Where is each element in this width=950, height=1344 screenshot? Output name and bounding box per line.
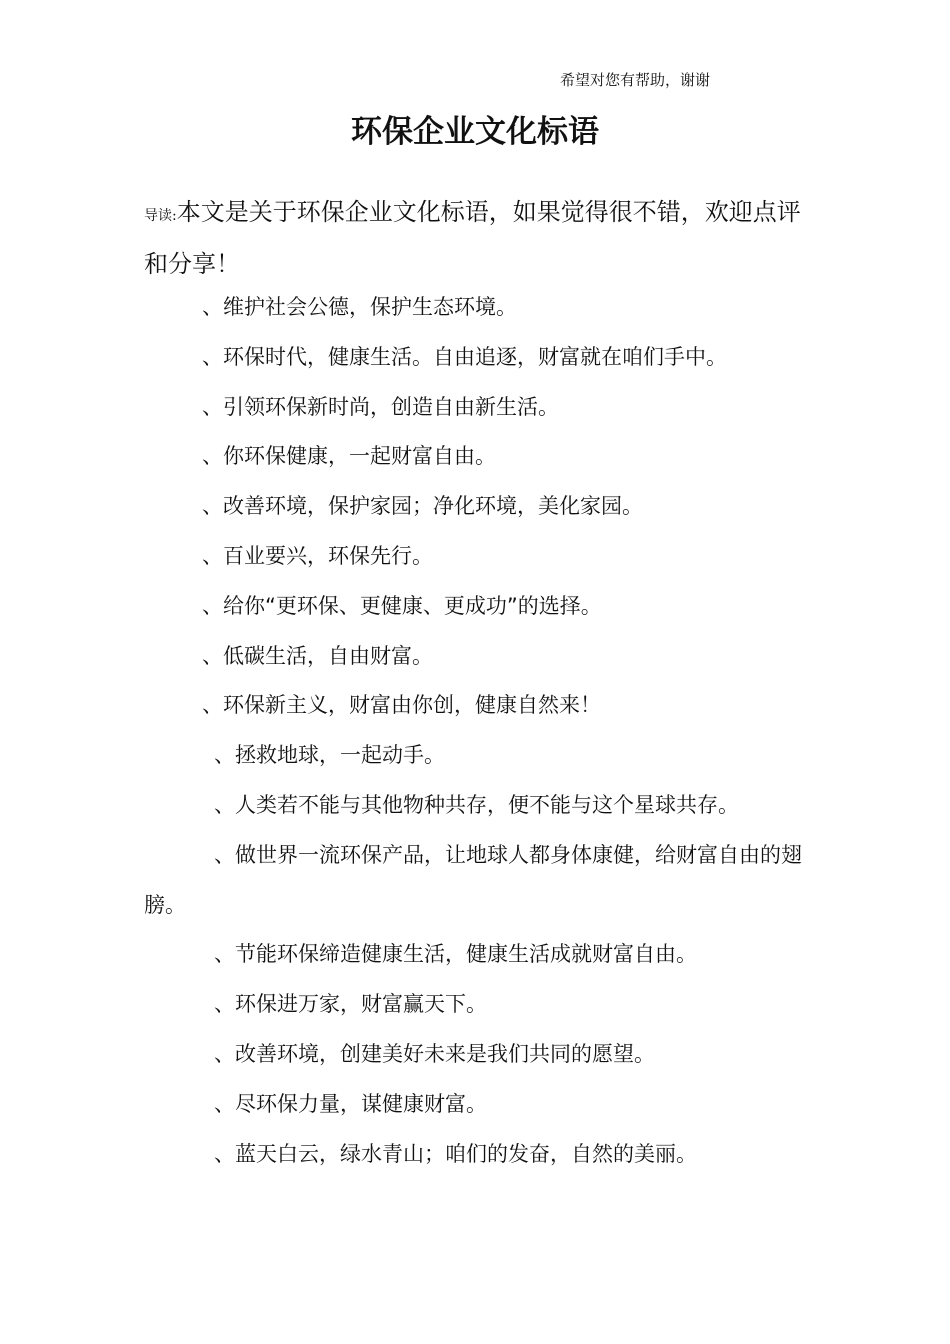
slogan-item: 、改善环境，创建美好未来是我们共同的愿望。 [214,1041,655,1066]
slogan-item: 、百业要兴，环保先行。 [202,543,433,568]
header-note: 希望对您有帮助，谢谢 [560,71,711,89]
slogan-item: 、维护社会公德，保护生态环境。 [202,295,517,319]
slogan-item: 、拯救地球，一起动手。 [214,743,445,768]
slogan-item: 、蓝天白云，绿水青山；咱们的发奋，自然的美丽。 [214,1141,697,1166]
intro-text: 本文是关于环保企业文化标语，如果觉得很不错，欢迎点评和分享！ [144,198,801,278]
slogan-item: 、给你“更环保、更健康、更成功”的选择。 [202,593,602,618]
slogan-item: 、尽环保力量，谋健康财富。 [214,1091,487,1116]
slogan-item: 、环保新主义，财富由你创，健康自然来！ [202,693,601,718]
document-title: 环保企业文化标语 [351,114,599,150]
slogan-item: 、节能环保缔造健康生活，健康生活成就财富自由。 [214,942,697,967]
slogan-item: 、环保进万家，财富赢天下。 [214,992,487,1017]
slogan-item: 、引领环保新时尚，创造自由新生活。 [202,394,559,419]
slogan-item: 、环保时代，健康生活。自由追逐，财富就在咱们手中。 [202,344,727,369]
slogan-item: 、你环保健康，一起财富自由。 [202,444,496,469]
slogan-item: 、人类若不能与其他物种共存，便不能与这个星球共存。 [214,792,739,817]
slogan-item: 、改善环境，保护家园；净化环境，美化家园。 [202,494,643,519]
slogan-list [144,283,814,1179]
slogan-item: 、低碳生活，自由财富。 [202,643,433,668]
intro-paragraph [144,188,814,288]
slogan-item: 、做世界一流环保产品，让地球人都身体康健，给财富自由的翅膀。 [144,842,802,917]
intro-label: 导读: [144,208,177,224]
